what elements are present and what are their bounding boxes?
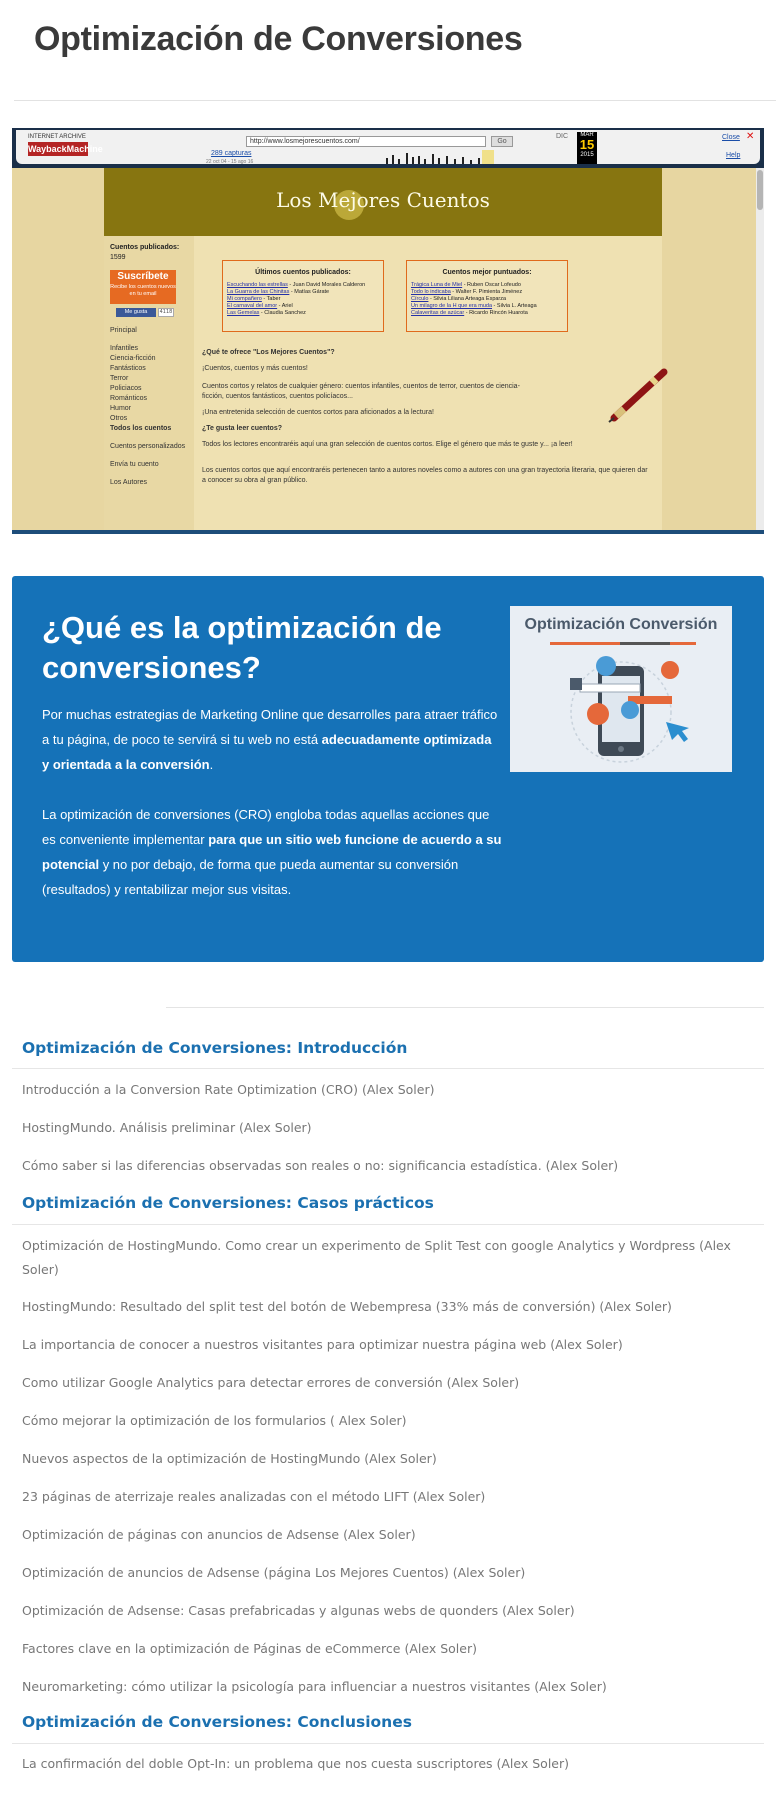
menu-item[interactable]: Cuentos personalizados [110, 443, 186, 450]
wayback-brand-small: INTERNET ARCHIVE [28, 134, 86, 140]
story-link[interactable]: Las Gemelas [227, 310, 260, 316]
wayback-url-input[interactable]: http://www.losmejorescuentos.com/ [246, 136, 486, 147]
day-current: 15 [579, 137, 595, 152]
scrollbar-thumb[interactable] [757, 170, 763, 210]
text: La optimización de conversiones (CRO) engloba todas aquellas acciones que es conveniente implementar [42, 807, 490, 847]
story-author: - Taber [261, 296, 281, 302]
menu-item[interactable]: Policiacos [110, 385, 142, 392]
story-item [227, 289, 383, 296]
wayback-help-link[interactable]: Help [726, 152, 741, 159]
story-link[interactable]: Escuchando las estrellas [227, 282, 288, 288]
text: . [209, 757, 214, 772]
article-link[interactable]: Neuromarketing: cómo utilizar la psicología para influenciar a nuestros visitantes (Alex Soler) [22, 1679, 607, 1694]
facebook-like-button[interactable]: Me gusta [116, 308, 156, 317]
wayback-calendar-current [577, 132, 597, 164]
intro-text: ¡Cuentos, cuentos y más cuentos! [202, 365, 308, 372]
archive-screenshot [12, 128, 764, 534]
section-rule [12, 1224, 764, 1225]
text: Por muchas estrategias de Marketing Online que desarrolles para atraer tráfico a tu página, de poco te servirá si tu web no está [42, 707, 498, 747]
menu-item[interactable]: Humor [110, 405, 132, 412]
article-link[interactable]: Optimización de HostingMundo. Como crear un experimento de Split Test con google Analytics y Wordpress (Alex Soler) [22, 1238, 731, 1277]
menu-item[interactable]: Los Autores [110, 479, 147, 486]
article-link[interactable]: Introducción a la Conversion Rate Optimization (CRO) (Alex Soler) [22, 1082, 435, 1097]
pen-icon [606, 364, 674, 424]
bold-text: adecuadamente optimizada y orientada a la conversión [42, 732, 492, 772]
story-link[interactable]: El carnaval del amor [227, 303, 278, 309]
top-stories-box [406, 260, 568, 332]
article-link[interactable]: Optimización de Adsense: Casas prefabricadas y algunas webs de quonders (Alex Soler) [22, 1603, 575, 1618]
article-link[interactable]: Factores clave en la optimización de Páginas de eCommerce (Alex Soler) [22, 1641, 477, 1656]
subscribe-text: Recibe los cuentos nuevos en tu email [110, 284, 176, 297]
article-link[interactable]: Cómo saber si las diferencias observadas son reales o no: significancia estadística. (Alex Soler) [22, 1158, 619, 1173]
intro-text: Cuentos cortos y relatos de cualquier género: cuentos infantiles, cuentos de terror, cuentos de ciencia-ficción, cuentos fantásticos, cuentos policíacos... [202, 383, 520, 400]
published-count: 1599 [110, 254, 126, 261]
story-author: - Juan David Morales Calderon [287, 282, 366, 288]
question-heading: ¿Qué te ofrece "Los Mejores Cuentos"? [202, 349, 335, 356]
conversion-illustration [510, 606, 732, 772]
article-link[interactable]: Nuevos aspectos de la optimización de HostingMundo (Alex Soler) [22, 1451, 437, 1466]
story-link[interactable]: Círculo [411, 296, 429, 302]
intro-text: ¡Una entretenida selección de cuentos cortos para aficionados a la lectura! [202, 409, 434, 416]
section-heading-intro: Optimización de Conversiones: Introducción [22, 1039, 408, 1057]
story-author: - Ricardo Rincón Huarota [464, 310, 528, 316]
section-rule [12, 1743, 764, 1744]
wayback-go-button[interactable]: Go [491, 136, 513, 147]
menu-item[interactable]: Fantásticos [110, 365, 146, 372]
story-author: - Silvia L. Arteaga [492, 303, 537, 309]
menu-item[interactable]: Terror [110, 375, 129, 382]
month-current: MAR [580, 132, 594, 138]
site-title: Los Mejores Cuentos [276, 188, 490, 212]
page-title: Optimización de Conversiones [34, 20, 523, 58]
illustration-title: Optimización Conversión [524, 616, 718, 633]
menu-item[interactable]: Infantiles [110, 345, 139, 352]
section-heading-cases: Optimización de Conversiones: Casos prácticos [22, 1194, 434, 1212]
smartphone-icon [510, 650, 732, 772]
menu-item[interactable]: Envía tu cuento [110, 461, 159, 468]
story-link[interactable]: Calaveritas de azúcar [411, 310, 465, 316]
divider [14, 100, 776, 101]
intro-text: Todos los lectores encontraréis aquí una gran selección de cuentos cortos. Elige el género que más te guste y... ¡a leer! [202, 441, 573, 448]
story-item [411, 303, 567, 310]
wayback-months [556, 133, 568, 140]
latest-stories-heading: Últimos cuentos publicados: [255, 269, 351, 276]
story-item [411, 296, 567, 303]
facebook-like-count: 4118 [159, 309, 173, 315]
intro-text: Los cuentos cortos que aquí encontraréis pertenecen tanto a autores noveles como a autores con una gran trayectoria literaria, que quieren dar a conocer su obra al gran público. [202, 467, 648, 484]
latest-stories-box [222, 260, 384, 332]
story-item [227, 282, 383, 289]
article-link[interactable]: HostingMundo. Análisis preliminar (Alex Soler) [22, 1120, 312, 1135]
published-label: Cuentos publicados: [110, 244, 180, 251]
menu-item[interactable]: Ciencia-ficción [110, 355, 156, 362]
story-link[interactable]: Mi compañero [227, 296, 262, 302]
story-author: - Walter F. Pimienta Jiménez [450, 289, 523, 295]
cro-title: ¿Qué es la optimización de conversiones? [42, 610, 442, 685]
story-link[interactable]: Un milagro de la H que era muda [411, 303, 493, 309]
story-item [411, 310, 567, 317]
story-link[interactable]: La Guarra de las Chinitas [227, 289, 290, 295]
menu-item[interactable]: Todos los cuentos [110, 425, 172, 432]
story-author: - Matías Gárate [289, 289, 330, 295]
site-header [104, 168, 662, 236]
cro-paragraph-1 [42, 702, 502, 777]
story-item [227, 296, 383, 303]
menu-item[interactable]: Principal [110, 327, 137, 334]
divider [620, 642, 670, 645]
section-heading-conclusions: Optimización de Conversiones: Conclusiones [22, 1713, 412, 1731]
article-link[interactable]: La importancia de conocer a nuestros visitantes para optimizar nuestra página web (Alex Soler) [22, 1337, 623, 1352]
year-current: 2015 [580, 152, 594, 158]
story-item [411, 289, 567, 296]
article-link[interactable]: HostingMundo: Resultado del split test del botón de Webempresa (33% más de conversión) (Alex Soler) [22, 1299, 672, 1314]
site-sidebar [104, 236, 192, 534]
subscribe-title: Suscríbete [117, 271, 169, 282]
scrollbar[interactable] [756, 168, 764, 534]
article-link[interactable]: Optimización de páginas con anuncios de Adsense (Alex Soler) [22, 1527, 416, 1542]
wayback-captures-link[interactable]: 289 capturas [211, 150, 252, 157]
menu-item[interactable]: Otros [110, 415, 128, 422]
story-item [227, 303, 383, 310]
site-main [194, 236, 662, 534]
story-author: - Ruben Oscar Lofeudo [462, 282, 521, 288]
story-link[interactable]: Todo lo indicaba [411, 289, 451, 295]
text: y no por debajo, de forma que pueda aumentar su conversión (resultados) y rentabilizar mejor sus visitas. [42, 857, 459, 897]
wayback-histogram[interactable] [306, 150, 546, 164]
article-link[interactable]: Como utilizar Google Analytics para detectar errores de conversión (Alex Soler) [22, 1375, 520, 1390]
article-link[interactable]: Optimización de anuncios de Adsense (página Los Mejores Cuentos) (Alex Soler) [22, 1565, 526, 1580]
cro-paragraph-2 [42, 802, 502, 902]
story-link[interactable]: Trágica Luna de Miel [411, 282, 463, 288]
story-author: - Silvia Liliana Arteaga Esparza [428, 296, 507, 302]
wayback-date-range: 22 oct 04 - 15 ago 16 [206, 159, 254, 165]
divider-accent [12, 1006, 166, 1009]
article-link[interactable]: La confirmación del doble Opt-In: un problema que nos cuesta suscriptores (Alex Soler) [22, 1756, 570, 1771]
article-link[interactable]: Cómo mejorar la optimización de los formularios ( Alex Soler) [22, 1413, 407, 1428]
wayback-close-link[interactable]: Close [722, 134, 740, 141]
menu-item[interactable]: Románticos [110, 395, 147, 402]
story-item [411, 282, 567, 289]
story-author: - Ariel [277, 303, 293, 309]
article-link[interactable]: 23 páginas de aterrizaje reales analizadas con el método LIFT (Alex Soler) [22, 1489, 486, 1504]
cro-intro-panel [12, 576, 764, 962]
wayback-logo: WaybackMachine [28, 144, 103, 154]
section-rule [12, 1068, 764, 1069]
question-heading: ¿Te gusta leer cuentos? [202, 425, 282, 432]
site-menu [110, 326, 190, 488]
bold-text: para que un sitio web funcione de acuerdo a su potencial [42, 832, 502, 872]
archived-site [104, 168, 662, 534]
close-icon[interactable]: ✕ [746, 131, 755, 142]
story-author: - Claudia Sanchez [259, 310, 306, 316]
wayback-toolbar [12, 128, 764, 168]
month-prev[interactable]: DIC [556, 133, 569, 140]
story-item [227, 310, 383, 317]
top-stories-heading: Cuentos mejor puntuados: [442, 269, 532, 276]
subscribe-button[interactable] [110, 270, 176, 304]
